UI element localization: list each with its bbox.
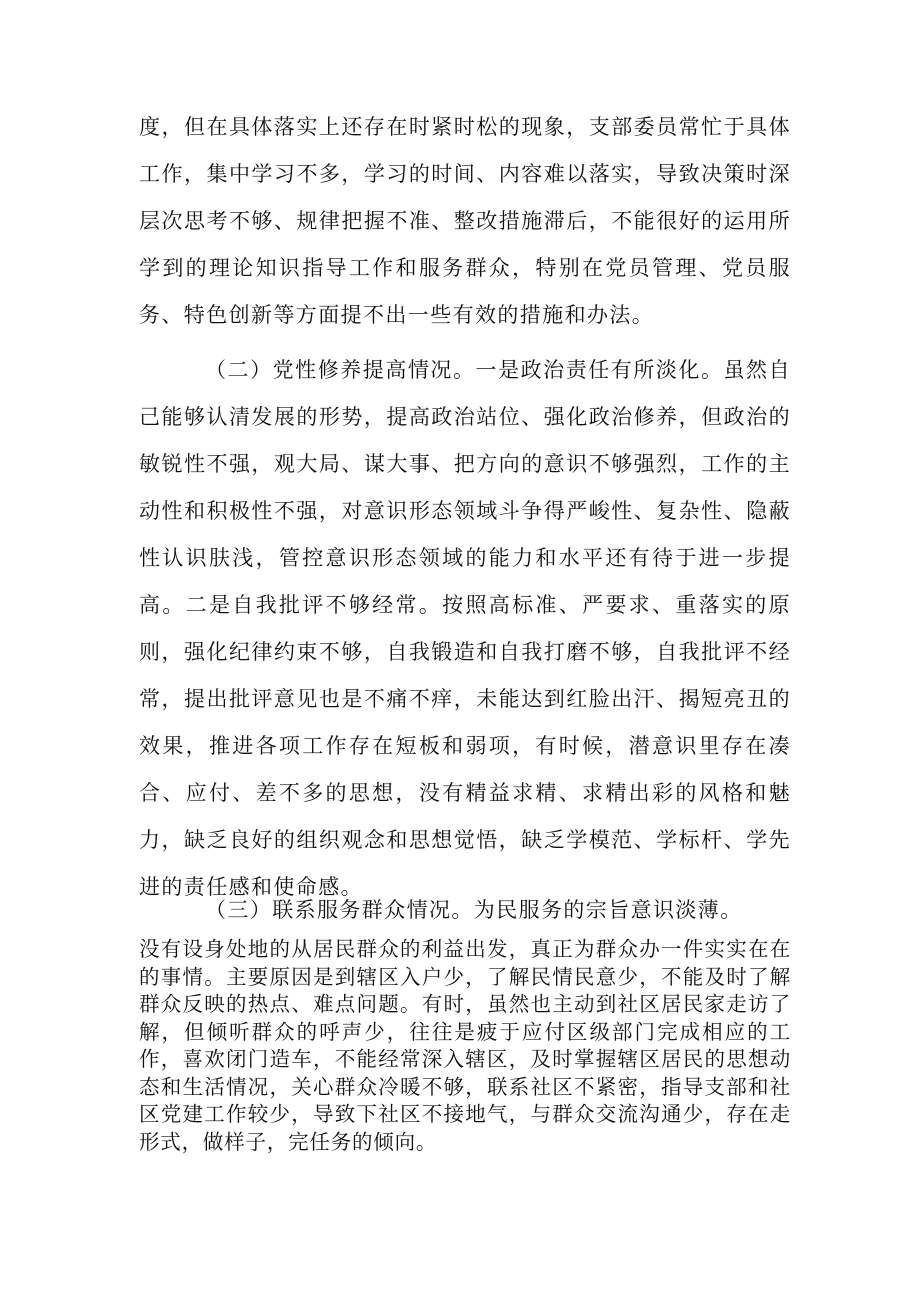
paragraph-block-1 bbox=[139, 104, 791, 339]
paragraph-block-4 bbox=[139, 936, 791, 1156]
paragraph-block-2 bbox=[139, 347, 791, 911]
paragraph-party-spirit: （二）党性修养提高情况。一是政治责任有所淡化。虽然自己能够认清发展的形势，提高政治站位、强化政治修养，但政治的敏锐性不强，观大局、谋大事、把方向的意识不够强烈，工作的主动性和积极性不强，对意识形态领域斗争得严峻性、复杂性、隐蔽性认识肤浅，管控意识形态领域的能力和水平还有待于进一步提高。二是自我批评不够经常。按照高标准、严要求、重落实的原则，强化纪律约束不够，自我锻造和自我打磨不够，自我批评不经常，提出批评意见也是不痛不痒，未能达到红脸出汗、揭短亮丑的效果，推进各项工作存在短板和弱项，有时候，潜意识里存在凑合、应付、差不多的思想，没有精益求精、求精出彩的风格和魅力，缺乏良好的组织观念和思想觉悟，缺乏学模范、学标杆、学先进的责任感和使命感。 bbox=[139, 358, 791, 899]
paragraph-continuation: 度，但在具体落实上还存在时紧时松的现象，支部委员常忙于具体工作，集中学习不多，学习的时间、内容难以落实，导致决策时深层次思考不够、规律把握不准、整改措施滞后，不能很好的运用所学到的理论知识指导工作和服务群众，特别在党员管理、党员服务、特色创新等方面提不出一些有效的措施和办法。 bbox=[139, 115, 791, 327]
paragraph-block-3 bbox=[139, 887, 791, 934]
paragraph-serve-masses-detail: 没有设身处地的从居民群众的利益出发，真正为群众办一件实实在在的事情。主要原因是到辖区入户少，了解民情民意少，不能及时了解群众反映的热点、难点问题。有时，虽然也主动到社区居民家走访了解，但倾听群众的呼声少，往往是疲于应付区级部门完成相应的工作，喜欢闭门造车，不能经常深入辖区，及时掌握辖区居民的思想动态和生活情况，关心群众冷暖不够，联系社区不紧密，指导支部和社区党建工作较少，导致下社区不接地气，与群众交流沟通少，存在走形式，做样子，完任务的倾向。 bbox=[139, 937, 791, 1154]
paragraph-heading-serve-masses: （三）联系服务群众情况。为民服务的宗旨意识淡薄。 bbox=[205, 898, 743, 922]
